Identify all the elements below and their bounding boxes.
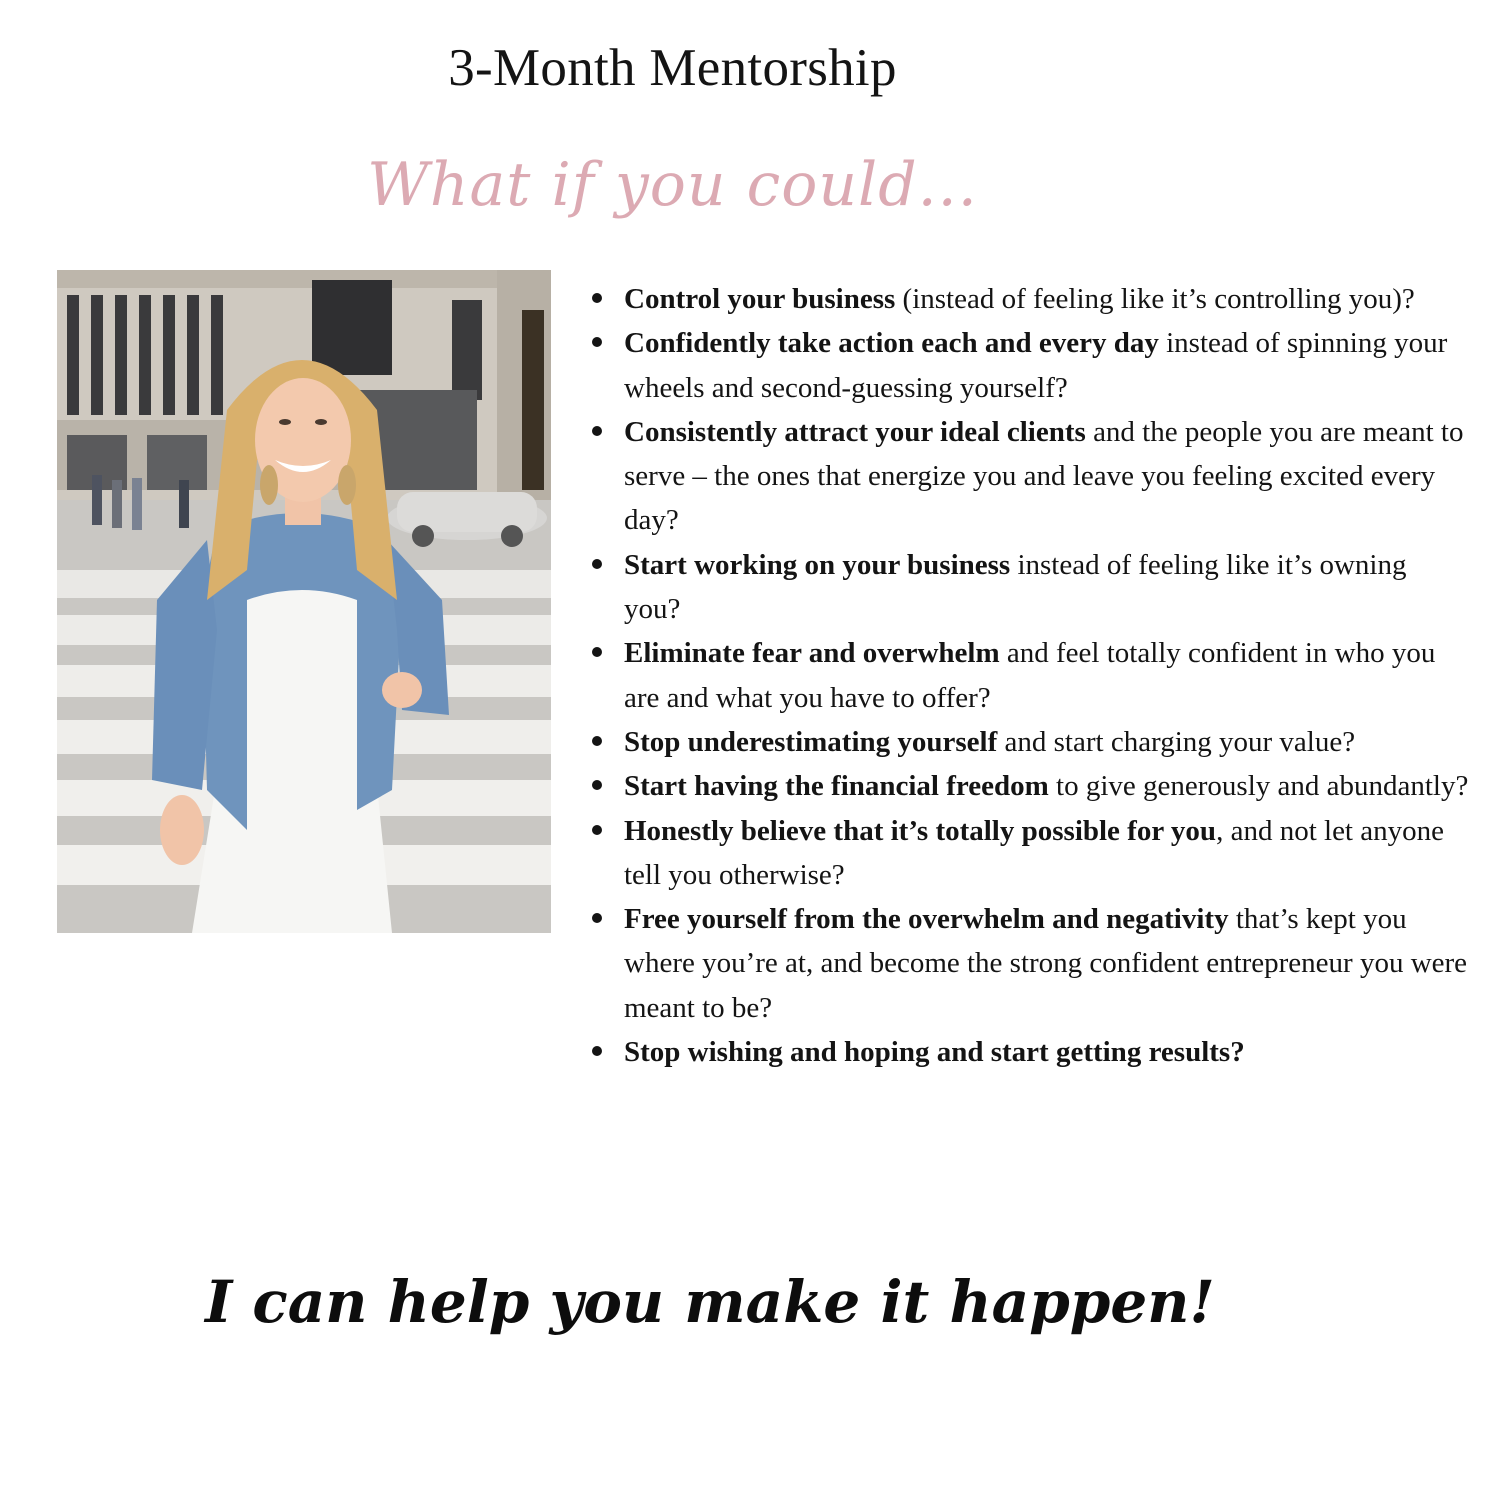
- list-item-bold: Honestly believe that it’s totally possible for you: [624, 814, 1217, 847]
- portrait-illustration: [57, 270, 551, 933]
- list-item-text: and feel totally confident in who you are and what you have to offer?: [624, 637, 1436, 714]
- list-item-text: , and not let anyone tell you otherwise?: [624, 814, 1444, 891]
- list-item-bold: Stop wishing and hoping and start getting results?: [624, 1036, 1245, 1069]
- list-item-text: to give generously and abundantly?: [1048, 770, 1469, 803]
- list-item: [590, 897, 1470, 1030]
- list-item: [590, 277, 1470, 321]
- subtitle-script: What if you could...: [367, 150, 978, 220]
- list-item: [590, 764, 1470, 808]
- list-item: [590, 1030, 1470, 1074]
- list-item-text: (instead of feeling like it’s controlling you)?: [895, 283, 1415, 315]
- list-item-text: and the people you are meant to serve – the ones that energize you and leave you feeling excited every day?: [624, 415, 1464, 537]
- list-item-bold: Consistently attract your ideal clients: [624, 415, 1086, 448]
- list-item-text: and start charging your value?: [997, 725, 1356, 758]
- list-item-text: that’s kept you where you’re at, and become the strong confident entrepreneur you were meant to be?: [624, 903, 1468, 1024]
- list-item: [590, 631, 1470, 720]
- list-item-bold: Free yourself from the overwhelm and negativity: [624, 903, 1229, 936]
- list-item: [590, 543, 1470, 632]
- benefits-list: [590, 277, 1470, 1074]
- list-item-bold: Stop underestimating yourself: [624, 725, 998, 758]
- list-item-text: instead of feeling like it’s owning you?: [624, 548, 1407, 626]
- list-item: [590, 809, 1470, 898]
- list-item-bold: Start having the financial freedom: [624, 770, 1049, 803]
- list-item-bold: Confidently take action each and every day: [624, 327, 1159, 360]
- list-item: [590, 321, 1470, 410]
- list-item-bold: Eliminate fear and overwhelm: [624, 637, 1000, 670]
- list-item: [590, 720, 1470, 764]
- portrait-photo: [57, 270, 551, 933]
- closing-tagline: I can help you make it happen!: [205, 1268, 1215, 1336]
- list-item-text: instead of spinning your wheels and second-guessing yourself?: [624, 327, 1448, 404]
- list-item-bold: Control your business: [624, 283, 896, 315]
- page-title: 3-Month Mentorship: [448, 39, 897, 97]
- list-item-bold: Start working on your business: [624, 548, 1011, 581]
- list-item: [590, 410, 1470, 543]
